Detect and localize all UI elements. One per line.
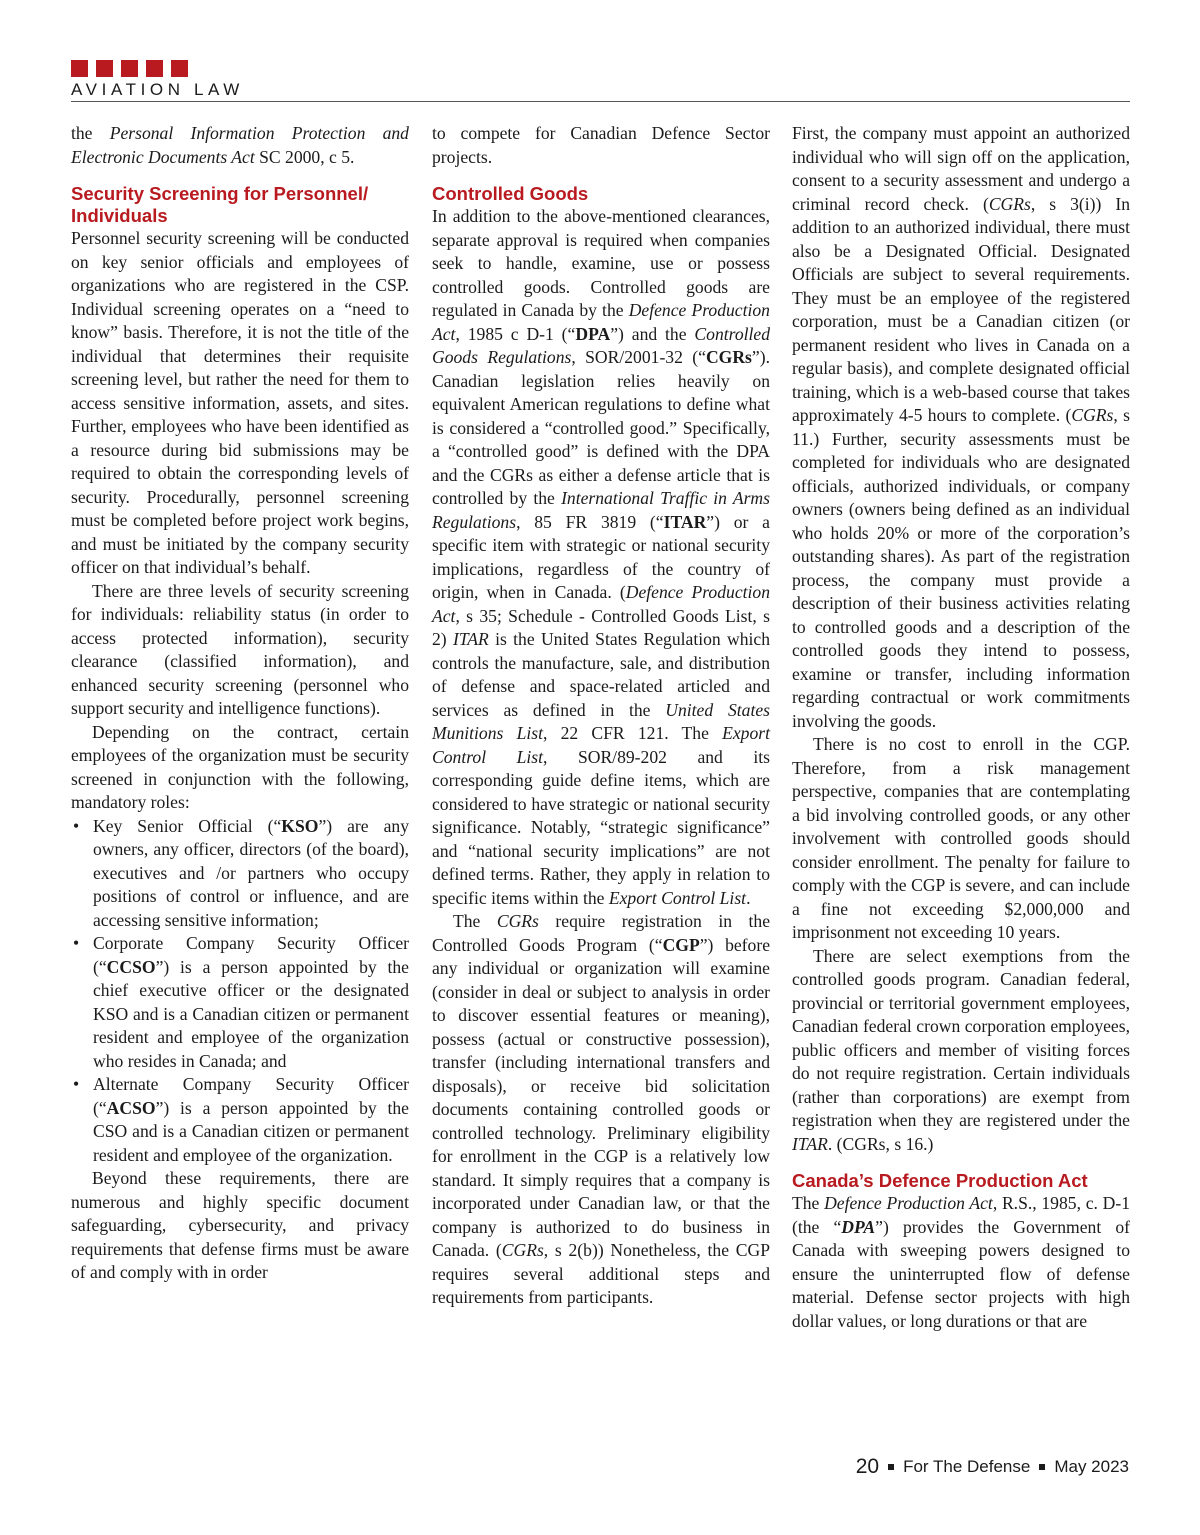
marker-square xyxy=(171,60,188,77)
paragraph: The CGRs require registration in the Controlled Goods Program (“CGP”) before any individual or organization will examine (consider in deal or subject to analysis in order to discover essential features or meaning), possess (actual or constructive possession), transfer (including international transfers and disposals), or receive bid solicitation documents containing controlled goods or controlled technology. Preliminary eligibility for enrollment in the CGP is a relatively low standard. It simply requires that a company is incorporated under Canadian law, or that the company is authorized to do business in Canada. (CGRs, s 2(b)) Nonetheless, the CGP requires several additional steps and requirements from participants. xyxy=(432,911,770,1307)
column-2 xyxy=(432,122,770,1310)
heading-defence-production-act: Canada’s Defence Production Act xyxy=(792,1170,1088,1191)
page-number: 20 xyxy=(855,1455,880,1478)
list-item: • Alternate Company Security Officer (“ACSO”) is a person appointed by the CSO and is a Canadian citizen or permanent resident and employee of the organization. xyxy=(71,1073,409,1167)
section-marker-squares xyxy=(71,60,188,77)
issue-date: May 2023 xyxy=(1054,1457,1129,1476)
marker-square xyxy=(146,60,163,77)
paragraph: Depending on the contract, certain employees of the organization must be security screened in conjunction with the following, mandatory roles: xyxy=(71,721,409,812)
paragraph: the Personal Information Protection and Electronic Documents Act SC 2000, c 5. xyxy=(71,123,409,167)
heading-controlled-goods: Controlled Goods xyxy=(432,183,589,204)
column-1 xyxy=(71,122,409,1285)
list-item: • Key Senior Official (“KSO”) are any owners, any officer, directors (of the board), executives and /or partners who occupy positions of control or influence, and are accessing sensitive information; xyxy=(71,815,409,933)
section-title: AVIATION LAW xyxy=(71,80,244,99)
publication-name: For The Defense xyxy=(903,1457,1031,1476)
page-footer xyxy=(856,1455,1129,1479)
separator-dot xyxy=(1039,1464,1045,1470)
paragraph: to compete for Canadian Defence Sector projects. xyxy=(432,123,770,167)
paragraph: There are select exemptions from the controlled goods program. Canadian federal, provincial or territorial government employees, Canadian federal crown corporation employees, public officers and member of visiting forces do not require registration. Certain individuals (rather than corporations) are exempt from registration when they are registered under the ITAR. (CGRs, s 16.) xyxy=(792,945,1130,1154)
paragraph: Personnel security screening will be conducted on key senior officials and employees of organizations who are registered in the CSP. Individual screening operates on a “need to know” basis. Therefore, it is not the title of the individual that determines their requisite screening level, but rather the need for them to access sensitive information, assets, and sites. Further, employees who have been identified as a resource during bid submissions may be required to obtain the corresponding levels of security. Procedurally, personnel screening must be completed before project work begins, and must be initiated by the company security officer on that individual’s behalf. xyxy=(71,228,409,577)
paragraph: There is no cost to enroll in the CGP. Therefore, from a risk management perspective, companies that are contemplating a bid involving controlled goods, or any other involvement with controlled goods should consider enrollment. The penalty for failure to comply with the CGP is severe, and can include a fine not exceeding $2,000,000 and imprisonment not exceeding 10 years. xyxy=(792,734,1130,942)
column-3 xyxy=(792,122,1130,1333)
paragraph: The Defence Production Act, R.S., 1985, c. D-1 (the “DPA”) provides the Government of Canada with sweeping powers designed to ensure the uninterrupted flow of defense material. Defense sector projects with high dollar values, or long durations or that are xyxy=(792,1193,1130,1331)
paragraph: There are three levels of security screening for individuals: reliability status (in order to access protected information), security clearance (classified information), and enhanced security screening (personnel who support security and intelligence functions). xyxy=(71,580,409,718)
marker-square xyxy=(121,60,138,77)
paragraph: Beyond these requirements, there are numerous and highly specific document safeguarding, cybersecurity, and privacy requirements that defense firms must be aware of and comply with in order xyxy=(71,1168,409,1282)
header-rule xyxy=(71,101,1130,102)
roles-list xyxy=(71,815,409,1168)
list-item: • Corporate Company Security Officer (“CCSO”) is a person appointed by the chief executive officer or the designated KSO and is a Canadian citizen or permanent resident and employee of the organization who resides in Canada; and xyxy=(71,932,409,1073)
marker-square xyxy=(96,60,113,77)
paragraph: In addition to the above-mentioned clearances, separate approval is required when companies seek to handle, examine, use or possess controlled goods. Controlled goods are regulated in Canada by the Defence Production Act, 1985 c D-1 (“DPA”) and the Controlled Goods Regulations, SOR/2001-32 (“CGRs”). Canadian legislation relies heavily on equivalent American regulations to define what is considered a “controlled good.” Specifically, a “controlled good” is defined with the DPA and the CGRs as either a defense article that is controlled by the International Traffic in Arms Regulations, 85 FR 3819 (“ITAR”) or a specific item with strategic or national security implications, regardless of the country of origin, when in Canada. (Defence Production Act, s 35; Schedule - Controlled Goods List, s 2) ITAR is the United States Regulation which controls the manufacture, sale, and distribution of defense and space-related articled and services as defined in the United States Munitions List, 22 CFR 121. The Export Control List, SOR/89-202 and its corresponding guide define items, which are considered to have strategic or national security significance. Notably, “strategic significance” and “national security implications” are not defined terms. Rather, they apply in relation to specific items within the Export Control List. xyxy=(432,206,770,908)
paragraph: First, the company must appoint an authorized individual who will sign off on the application, consent to a security assessment and undergo a criminal record check. (CGRs, s 3(i)) In addition to an authorized individual, there must also be a Designated Official. Designated Officials are subject to several requirements. They must be an employee of the registered corporation, must be a Canadian citizen (or permanent resident who lives in Canada on a regular basis), and complete designated official training, which is a web-based course that takes approximately 4-5 hours to complete. (CGRs, s 11.) Further, security assessments must be completed for individuals who are designated officials, authorized individuals, or company owners (owners being defined as an individual who holds 20% or more of the corporation’s outstanding shares). As part of the registration process, the company must provide a description of their business activities relating to controlled goods and a description of the controlled goods they intend to possess, examine or transfer, including information regarding contractual or work commitments involving the goods. xyxy=(792,123,1130,731)
marker-square xyxy=(71,60,88,77)
heading-security-screening: Security Screening for Personnel/ Individuals xyxy=(71,183,369,226)
separator-dot xyxy=(888,1464,894,1470)
